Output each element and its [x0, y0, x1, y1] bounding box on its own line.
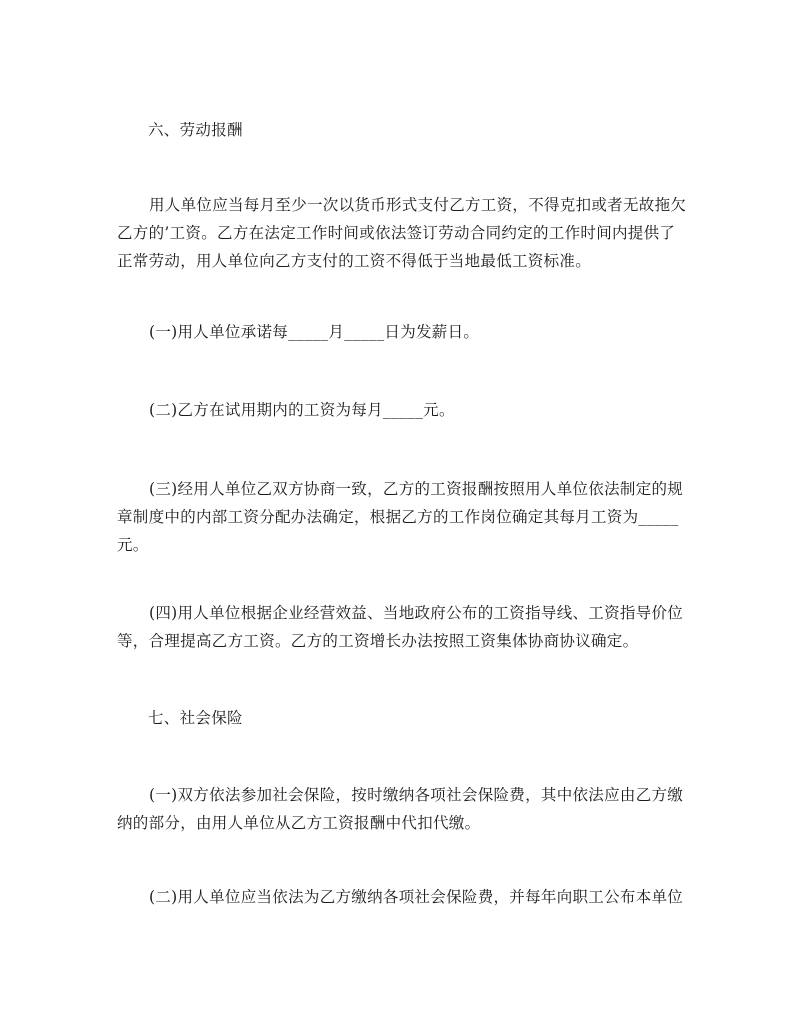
paragraph-wage-increase-clause: (四)用人单位根据企业经营效益、当地政府公布的工资指导线、工资指导价位等，合理提高乙方工资。乙方的工资增长办法按照工资集体协商协议确定。 [117, 604, 684, 650]
section-heading-social-insurance: 七、社会保险 [148, 709, 243, 727]
section-heading-labor-remuneration: 六、劳动报酬 [148, 121, 243, 139]
paragraph-insurance-payment-clause: (二)用人单位应当依法为乙方缴纳各项社会保险费，并每年向职工公布本单位 [149, 888, 684, 906]
paragraph-insurance-participation-clause: (一)双方依法参加社会保险，按时缴纳各项社会保险费，其中依法应由乙方缴纳的部分，由用人单位从乙方工资报酬中代扣代缴。 [117, 786, 684, 832]
paragraph-probation-wage-clause: (二)乙方在试用期内的工资为每月_____元。 [149, 401, 455, 419]
paragraph-wage-payment-intro: 用人单位应当每月至少一次以货币形式支付乙方工资，不得克扣或者无故拖欠乙方的’工资。乙方在法定工作时间或依法签订劳动合同约定的工作时间内提供了正常劳动，用人单位向乙方支付的工资不得低于当地最低工资标准。 [117, 196, 687, 270]
paragraph-monthly-wage-clause: (三)经用人单位乙双方协商一致，乙方的工资报酬按照用人单位依法制定的规章制度中的内部工资分配办法确定，根据乙方的工作岗位确定其每月工资为_____元。 [117, 480, 684, 554]
paragraph-payday-clause: (一)用人单位承诺每_____月_____日为发薪日。 [149, 323, 480, 341]
